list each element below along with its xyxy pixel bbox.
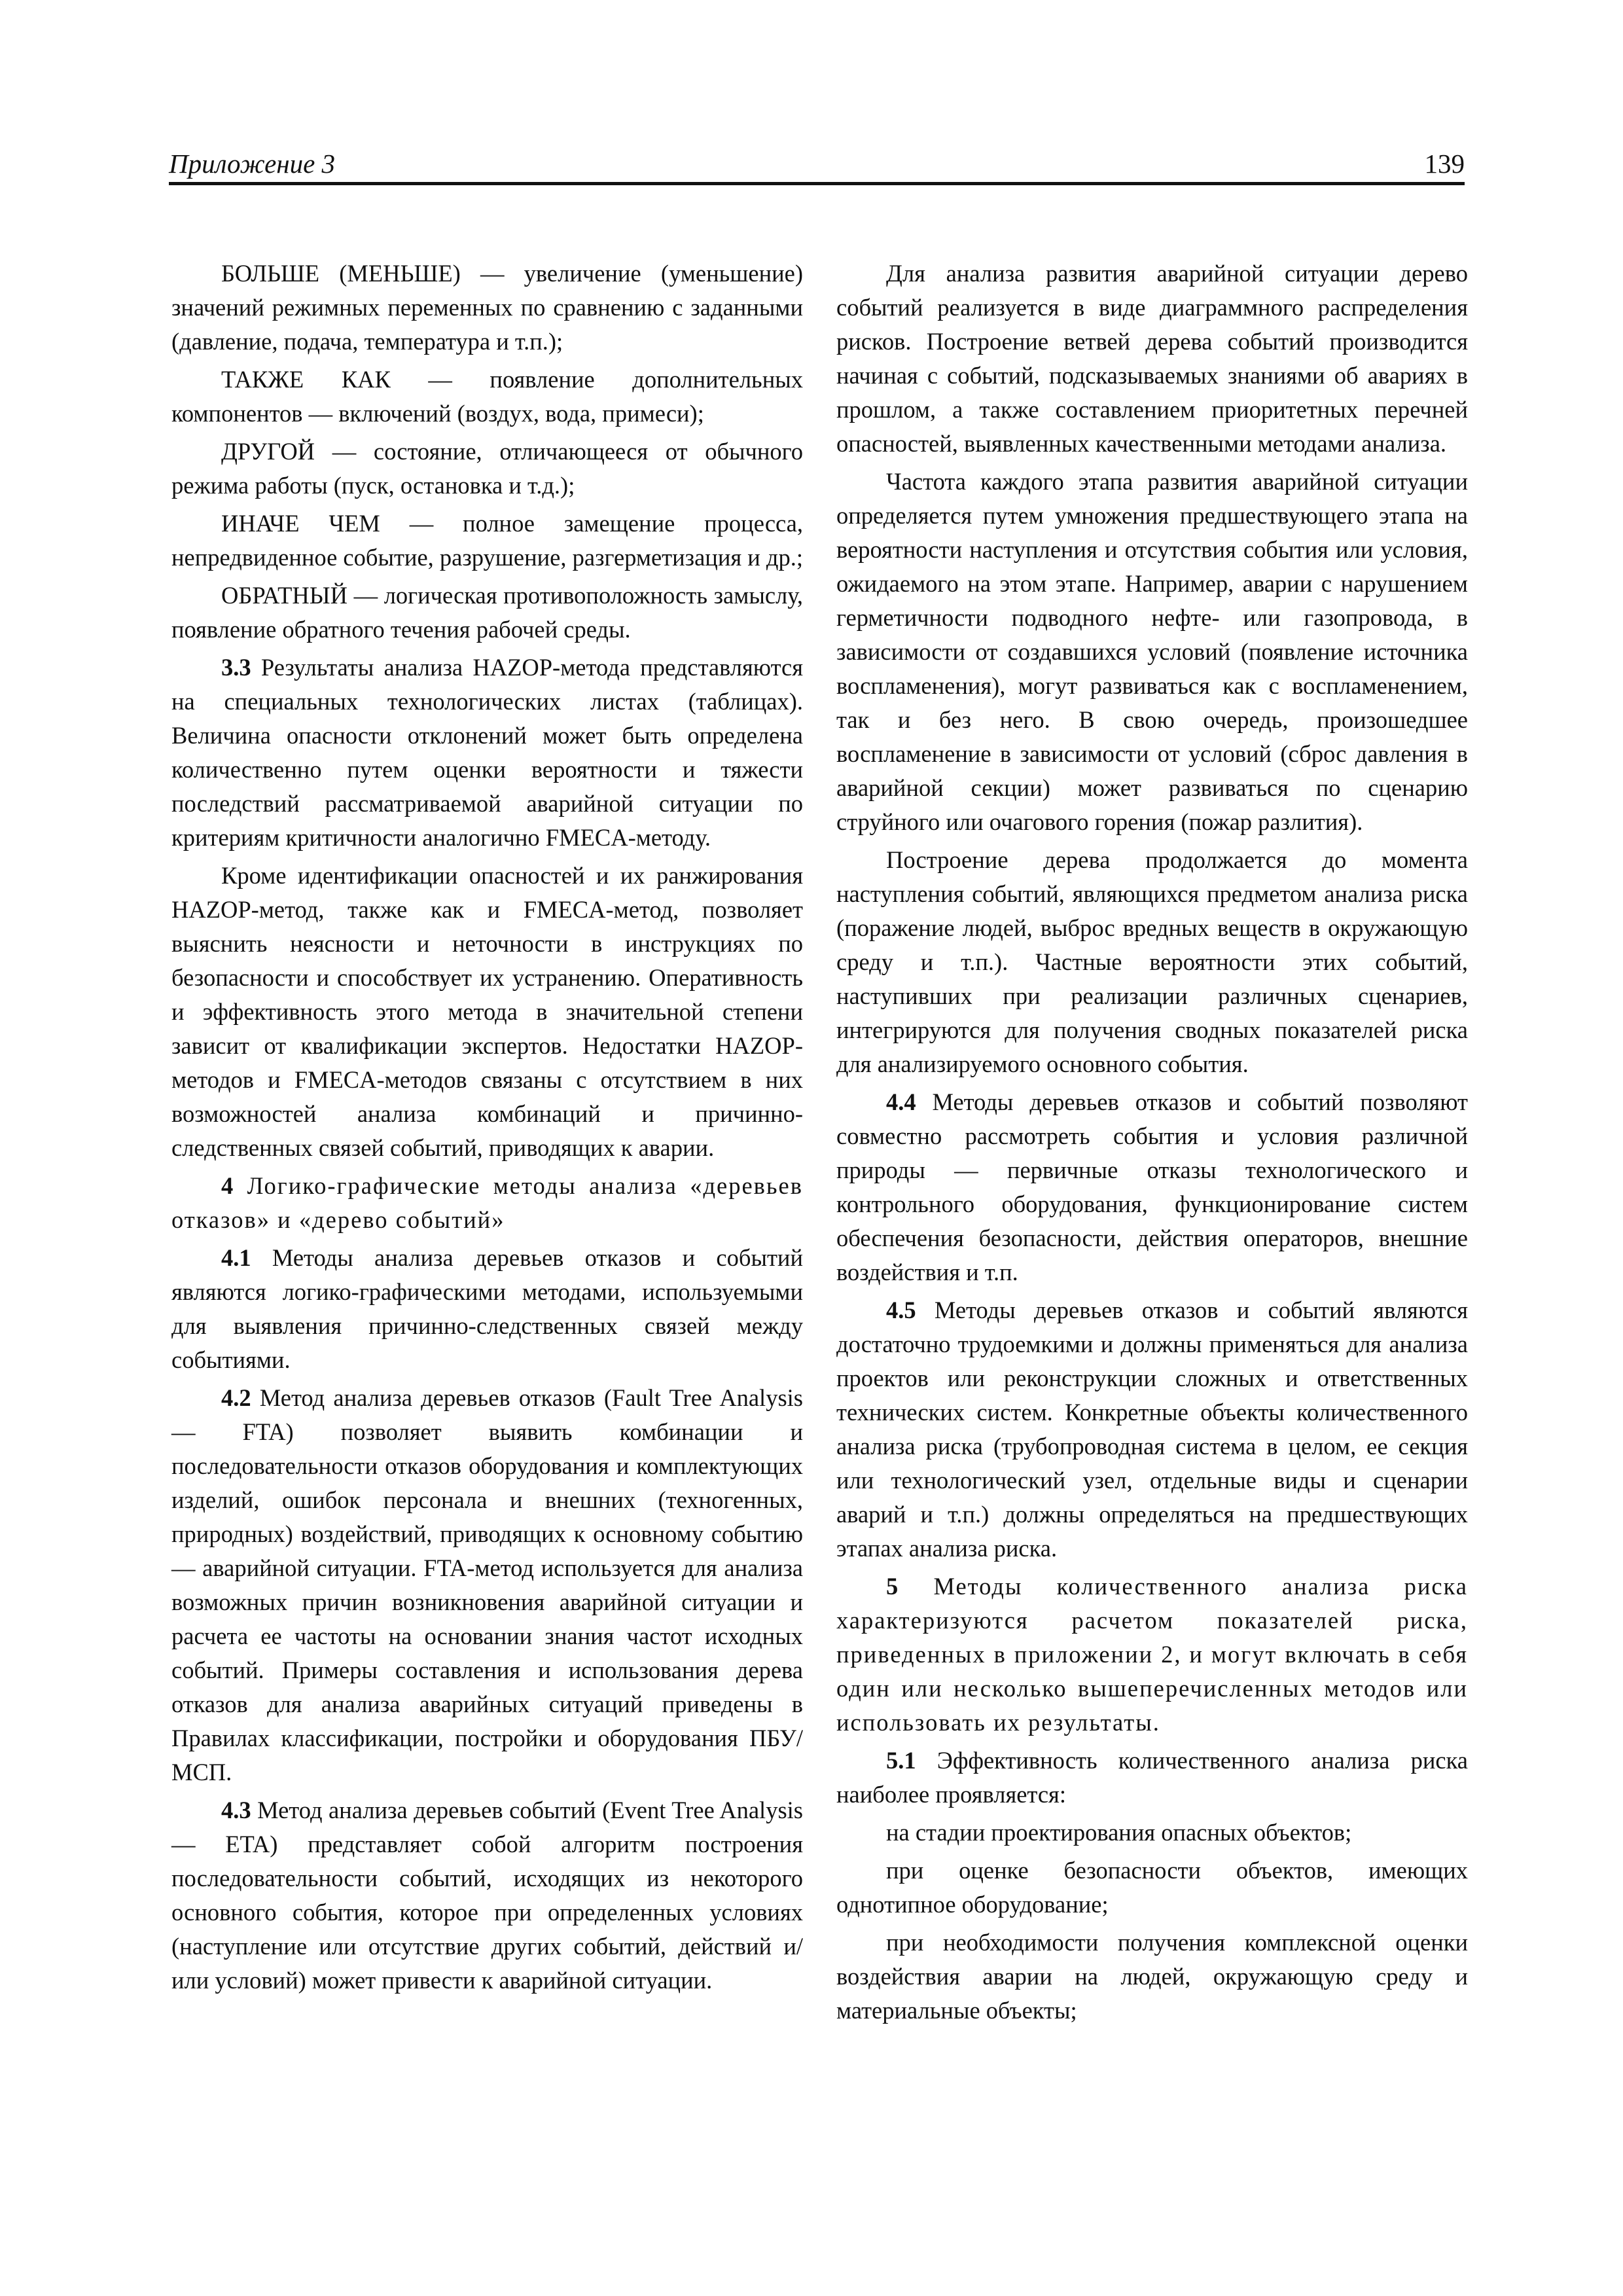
paragraph	[171, 435, 803, 503]
paragraph-text: при оценке безопасности объектов, имеющих однотипное оборудование;	[836, 1857, 1468, 1918]
paragraph-text: Метод анализа деревьев отказов (Fault Tree Analysis — FTA) позволяет выявить комбинации и последовательности отказов оборудования и комплектующих изделий, ошибок персонала и внешних (техногенных, природных) воздействий, приводящих к основному событию — аварийной ситуации. FTA-метод используется для анализа возможных причин возникновения аварийной ситуации и расчета ее частоты на основании знания частот исходных событий. Примеры составления и использования дерева отказов для анализа аварийных ситуаций приведены в Правилах классификации, постройки и оборудования ПБУ/МСП.	[171, 1384, 803, 1785]
list-item	[836, 1854, 1468, 1922]
left-column	[171, 257, 803, 2001]
paragraph-text: Построение дерева продолжается до момента наступления событий, являющихся предметом анализа риска (поражение людей, выброс вредных веществ в окружающую среду и т.п.). Частные вероятности этих событий, наступивших при реализации различных сценариев, интегрируются для получения сводных показателей риска для анализируемого основного события.	[836, 846, 1468, 1077]
section-title: Приложение 3	[169, 149, 336, 179]
right-column	[836, 257, 1468, 2032]
paragraph-text: Методы деревьев отказов и событий позволяют совместно рассмотреть события и условия различной природы — первичные отказы технологического и контрольного оборудования, функционирование систем обеспечения безопасности, действия операторов, внешние воздействия и т.п.	[836, 1088, 1468, 1285]
paragraph-text: Методы анализа деревьев отказов и событий являются логико-графическими методами, используемыми для выявления причинно-следственных связей между событиями.	[171, 1244, 803, 1373]
page-header	[169, 145, 1465, 185]
paragraph-text: Результаты анализа HAZOP-метода представляются на специальных технологических листах (таблицах). Величина опасности отклонений может быть определена количественно путем оценки вероятности и тяжести последствий рассматриваемой аварийной ситуации по критериям критичности аналогично FMECA-методу.	[171, 654, 803, 851]
paragraph-text: БОЛЬШЕ (МЕНЬШЕ) — увеличение (уменьшение) значений режимных переменных по сравнению с заданными (давление, подача, температура и т.п.);	[171, 260, 803, 355]
paragraph	[836, 1085, 1468, 1289]
paragraph	[171, 257, 803, 359]
paragraph-text: Эффективность количественного анализа риска наиболее проявляется:	[836, 1747, 1468, 1808]
paragraph	[836, 257, 1468, 461]
paragraph-text: Для анализа развития аварийной ситуации дерево событий реализуется в виде диаграммного распределения рисков. Построение ветвей дерева событий производится начиная с событий, подсказываемых знаниями об авариях в прошлом, а также составлением приоритетных перечней опасностей, выявленных качественными методами анализа.	[836, 260, 1468, 457]
paragraph-text: на стадии проектирования опасных объектов;	[886, 1819, 1352, 1846]
paragraph	[171, 579, 803, 647]
paragraph-text: Метод анализа деревьев событий (Event Tree Analysis — ETA) представляет собой алгоритм построения последовательности событий, исходящих из некоторого основного события, которое при определенных условиях (наступление или отсутствие других событий, действий и/или условий) может привести к аварийной ситуации.	[171, 1797, 803, 1994]
paragraph	[171, 859, 803, 1165]
paragraph-text: ДРУГОЙ — состояние, отличающееся от обычного режима работы (пуск, остановка и т.д.);	[171, 438, 803, 499]
clause-number: 4.3	[221, 1797, 251, 1823]
paragraph-text: Логико-графические методы анализа «деревьев отказов» и «дерево событий»	[171, 1172, 803, 1233]
clause-number: 4.5	[886, 1297, 916, 1323]
paragraph-text: ОБРАТНЫЙ — логическая противоположность замыслу, появление обратного течения рабочей среды.	[171, 582, 803, 643]
paragraph-text: Кроме идентификации опасностей и их ранжирования HAZOP-метод, также как и FMECA-метод, позволяет выяснить неясности и неточности в инструкциях по безопасности и способствует их устранению. Оперативность и эффективность этого метода в значительной степени зависит от квалификации экспертов. Недостатки HAZOP-методов и FMECA-методов связаны с отсутствием в них возможностей анализа комбинаций и причинно-следственных связей событий, приводящих к аварии.	[171, 862, 803, 1161]
clause-number: 4	[221, 1172, 235, 1199]
paragraph	[171, 507, 803, 575]
page-number: 139	[1424, 149, 1465, 179]
clause-number: 4.1	[221, 1244, 251, 1271]
clause-number: 5.1	[886, 1747, 916, 1774]
paragraph	[836, 1744, 1468, 1812]
paragraph	[171, 363, 803, 431]
paragraph-text: ИНАЧЕ ЧЕМ — полное замещение процесса, непредвиденное событие, разрушение, разгерметизация и др.;	[171, 510, 804, 571]
paragraph-text: Методы количественного анализа риска характеризуются расчетом показателей риска, приведенных в приложении 2, и могут включать в себя один или несколько вышеперечисленных методов или использовать их результаты.	[836, 1573, 1468, 1736]
paragraph-text: Методы деревьев отказов и событий являются достаточно трудоемкими и должны применяться для анализа проектов или реконструкции сложных и ответственных технических систем. Конкретные объекты количественного анализа риска (трубопроводная система в целом, ее секция или технологический узел, отдельные виды и сценарии аварий и т.п.) должны определяться на предшествующих этапах анализа риска.	[836, 1297, 1468, 1562]
paragraph	[836, 1293, 1468, 1566]
clause-number: 5	[886, 1573, 900, 1600]
section-heading	[171, 1169, 803, 1237]
paragraph	[836, 843, 1468, 1081]
clause-number: 4.4	[886, 1088, 916, 1115]
list-item	[836, 1926, 1468, 2028]
paragraph	[171, 1381, 803, 1789]
paragraph-text: Частота каждого этапа развития аварийной ситуации определяется путем умножения предшествующего этапа на вероятности наступления и отсутствия события или условия, ожидаемого на этом этапе. Например, аварии с нарушением герметичности подводного нефте- или газопровода, в зависимости от создавшихся условий (появление источника воспламенения), могут развиваться как с воспламенением, так и без него. В свою очередь, произошедшее воспламенение в зависимости от условий (сброс давления в аварийной секции) может развиваться по сценарию струйного или очагового горения (пожар разлития).	[836, 468, 1468, 835]
paragraph	[171, 1793, 803, 1998]
paragraph-text: при необходимости получения комплексной оценки воздействия аварии на людей, окружающую среду и материальные объекты;	[836, 1929, 1468, 2024]
paragraph	[836, 465, 1468, 839]
paragraph-text: ТАКЖЕ КАК — появление дополнительных компонентов — включений (воздух, вода, примеси);	[171, 366, 803, 427]
list-item	[836, 1816, 1468, 1850]
clause-number: 4.2	[221, 1384, 251, 1411]
section-heading	[836, 1570, 1468, 1740]
clause-number: 3.3	[221, 654, 251, 681]
paragraph	[171, 651, 803, 855]
paragraph	[171, 1241, 803, 1377]
